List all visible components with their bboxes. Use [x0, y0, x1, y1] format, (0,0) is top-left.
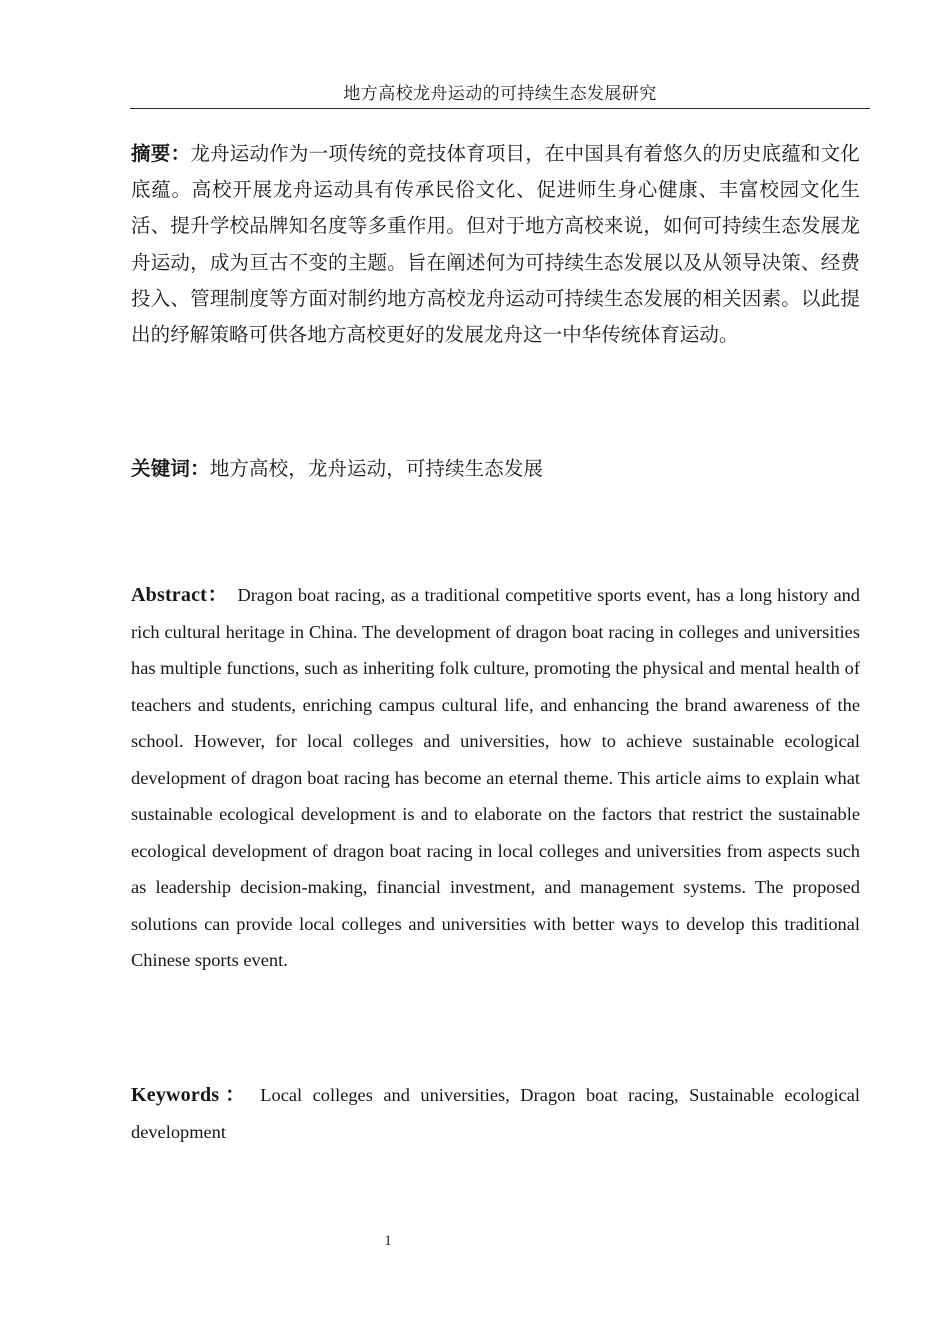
footer-page-number: 1 — [384, 1233, 392, 1249]
english-keywords-paragraph — [131, 1077, 860, 1150]
running-header-title: 地方高校龙舟运动的可持续生态发展研究 — [343, 84, 657, 103]
english-abstract-body: Dragon boat racing, as a traditional competitive sports event, has a long history and rich cultural heritage in China. The development of dragon boat racing in colleges and universities has multiple functions, such as inheriting folk culture, promoting the physical and mental health of teachers and students, enriching campus cultural life, and enhancing the brand awareness of the school. However, for local colleges and universities, how to achieve sustainable ecological development of dragon boat racing has become an eternal theme. This article aims to explain what sustainable ecological development is and to elaborate on the factors that restrict the sustainable ecological development of dragon boat racing in local colleges and universities from aspects such as leadership decision-making, financial investment, and management systems. The proposed solutions can provide local colleges and universities with better ways to develop this traditional Chinese sports event. — [131, 585, 860, 970]
chinese-keywords-body: 地方高校，龙舟运动，可持续生态发展 — [209, 459, 544, 480]
header-divider-rule — [130, 108, 870, 109]
english-keywords-label: Keywords： — [131, 1084, 252, 1106]
english-keywords-body: Local colleges and universities, Dragon boat racing, Sustainable ecological development — [131, 1085, 860, 1142]
english-abstract-paragraph — [131, 577, 860, 979]
english-abstract-label: Abstract： — [131, 584, 229, 606]
chinese-abstract-paragraph — [131, 136, 860, 354]
chinese-keywords-label: 关键词： — [131, 458, 210, 480]
chinese-keywords-paragraph — [131, 451, 860, 488]
chinese-abstract-label: 摘要： — [131, 143, 191, 165]
page-header — [130, 82, 870, 109]
chinese-abstract-body: 龙舟运动作为一项传统的竞技体育项目，在中国具有着悠久的历史底蕴和文化底蕴。高校开展龙舟运动具有传承民俗文化、促进师生身心健康、丰富校园文化生活、提升学校品牌知名度等多重作用。但对于地方高校来说，如何可持续生态发展龙舟运动，成为亘古不变的主题。旨在阐述何为可持续生态发展以及从领导决策、经费投入、管理制度等方面对制约地方高校龙舟运动可持续生态发展的相关因素。以此提出的纾解策略可供各地方高校更好的发展龙舟这一中华传统体育运动。 — [131, 144, 860, 347]
